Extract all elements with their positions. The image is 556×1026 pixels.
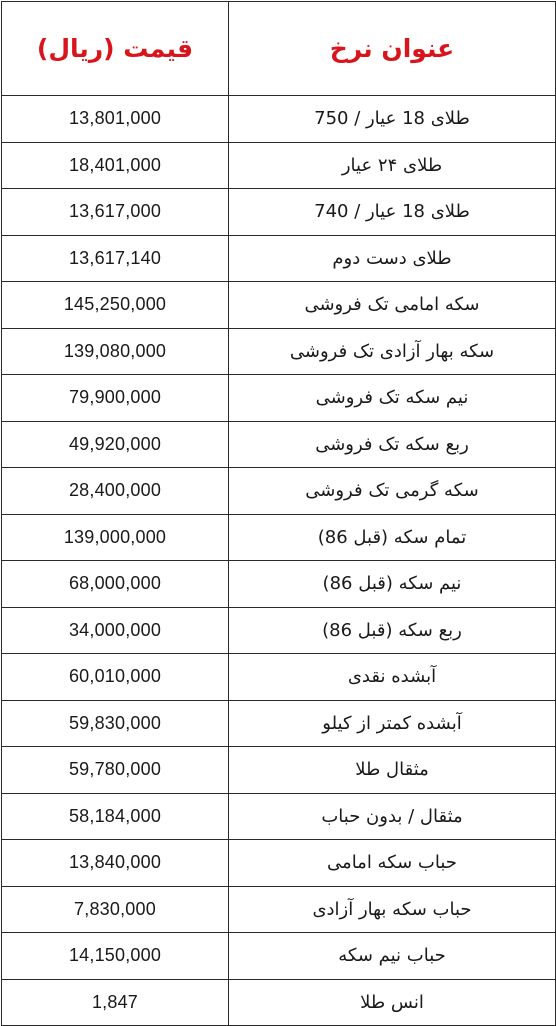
rate-name-cell: سکه امامی تک فروشی [229, 282, 556, 329]
rate-name-cell: نیم سکه تک فروشی [229, 375, 556, 422]
price-cell: 139,000,000 [2, 514, 229, 561]
name-column-header: عنوان نرخ [229, 2, 556, 96]
price-cell: 14,150,000 [2, 933, 229, 980]
table-row [2, 654, 556, 701]
rate-name-cell: حباب نیم سکه [229, 933, 556, 980]
price-cell: 68,000,000 [2, 561, 229, 608]
price-cell: 59,780,000 [2, 747, 229, 794]
table-row [2, 142, 556, 189]
rate-name-cell: آبشده کمتر از کیلو [229, 700, 556, 747]
price-cell: 60,010,000 [2, 654, 229, 701]
table-row [2, 282, 556, 329]
table-row [2, 96, 556, 143]
price-cell: 145,250,000 [2, 282, 229, 329]
table-row [2, 700, 556, 747]
table-header-row [2, 2, 556, 96]
price-cell: 79,900,000 [2, 375, 229, 422]
rate-name-cell: نیم سکه (قبل 86) [229, 561, 556, 608]
rate-name-cell: ربع سکه (قبل 86) [229, 607, 556, 654]
rate-name-cell: حباب سکه امامی [229, 840, 556, 887]
table-row [2, 468, 556, 515]
table-row [2, 235, 556, 282]
table-row [2, 747, 556, 794]
price-cell: 28,400,000 [2, 468, 229, 515]
table-row [2, 840, 556, 887]
price-cell: 34,000,000 [2, 607, 229, 654]
price-cell: 13,840,000 [2, 840, 229, 887]
table-row [2, 421, 556, 468]
gold-price-table [1, 1, 556, 1026]
rate-name-cell: تمام سکه (قبل 86) [229, 514, 556, 561]
table-row [2, 514, 556, 561]
rate-name-cell: ربع سکه تک فروشی [229, 421, 556, 468]
price-cell: 49,920,000 [2, 421, 229, 468]
price-cell: 13,617,140 [2, 235, 229, 282]
table-row [2, 189, 556, 236]
price-cell: 59,830,000 [2, 700, 229, 747]
table-body [2, 2, 556, 1026]
rate-name-cell: طلای 18 عیار / 750 [229, 96, 556, 143]
price-cell: 1,847 [2, 979, 229, 1026]
rate-name-cell: انس طلا [229, 979, 556, 1026]
rate-name-cell: سکه بهار آزادی تک فروشی [229, 328, 556, 375]
table-row [2, 793, 556, 840]
rate-name-cell: مثقال / بدون حباب [229, 793, 556, 840]
price-cell: 139,080,000 [2, 328, 229, 375]
table-row [2, 607, 556, 654]
rate-name-cell: حباب سکه بهار آزادی [229, 886, 556, 933]
table-row [2, 561, 556, 608]
rate-name-cell: طلای دست دوم [229, 235, 556, 282]
price-cell: 13,617,000 [2, 189, 229, 236]
price-cell: 7,830,000 [2, 886, 229, 933]
price-cell: 13,801,000 [2, 96, 229, 143]
price-cell: 58,184,000 [2, 793, 229, 840]
price-cell: 18,401,000 [2, 142, 229, 189]
table-row [2, 979, 556, 1026]
table-row [2, 886, 556, 933]
rate-name-cell: مثقال طلا [229, 747, 556, 794]
rate-name-cell: سکه گرمی تک فروشی [229, 468, 556, 515]
table-row [2, 328, 556, 375]
table-row [2, 933, 556, 980]
table-row [2, 375, 556, 422]
rate-name-cell: آبشده نقدی [229, 654, 556, 701]
rate-name-cell: طلای 18 عیار / 740 [229, 189, 556, 236]
rate-name-cell: طلای ۲۴ عیار [229, 142, 556, 189]
price-column-header: قیمت (ریال) [2, 2, 229, 96]
